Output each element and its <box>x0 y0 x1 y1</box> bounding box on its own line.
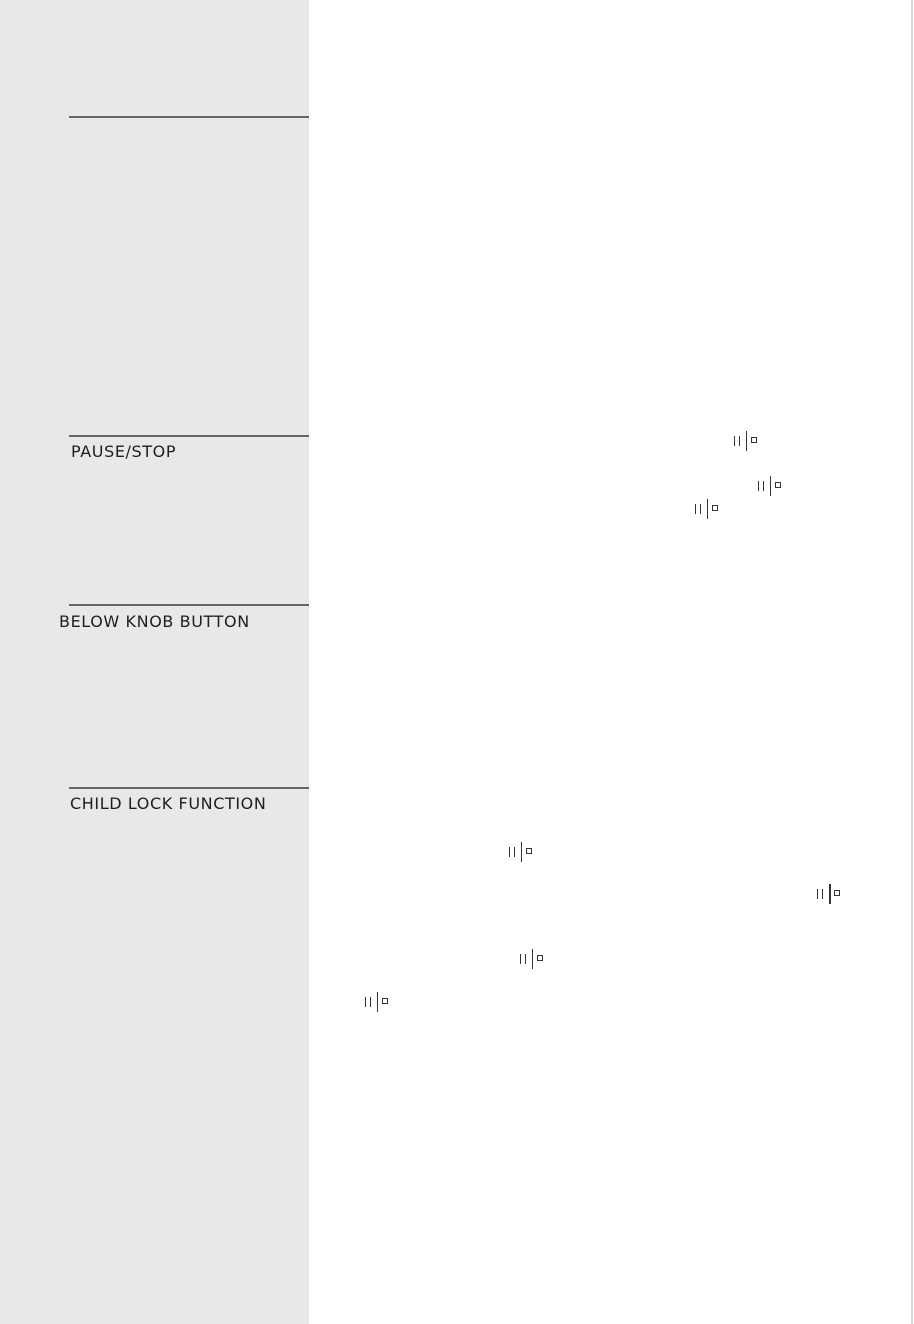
pause-stop-icon <box>815 884 841 904</box>
page-edge-divider <box>911 0 913 1324</box>
pause-stop-icon <box>732 431 758 451</box>
heading-pause-stop: PAUSE/STOP <box>71 442 177 461</box>
section-rule-pause-stop <box>69 435 309 437</box>
heading-below-knob-button: BELOW KNOB BUTTON <box>59 612 250 631</box>
pause-stop-icon <box>693 499 719 519</box>
pause-stop-icon <box>507 842 533 862</box>
section-rule-1 <box>69 116 309 118</box>
pause-stop-icon <box>518 949 544 969</box>
heading-child-lock-function: CHILD LOCK FUNCTION <box>70 794 267 813</box>
section-rule-child-lock <box>69 787 309 789</box>
sidebar-panel <box>0 0 309 1324</box>
pause-stop-icon <box>363 992 389 1012</box>
section-rule-below-knob <box>69 604 309 606</box>
pause-stop-icon <box>756 476 782 496</box>
